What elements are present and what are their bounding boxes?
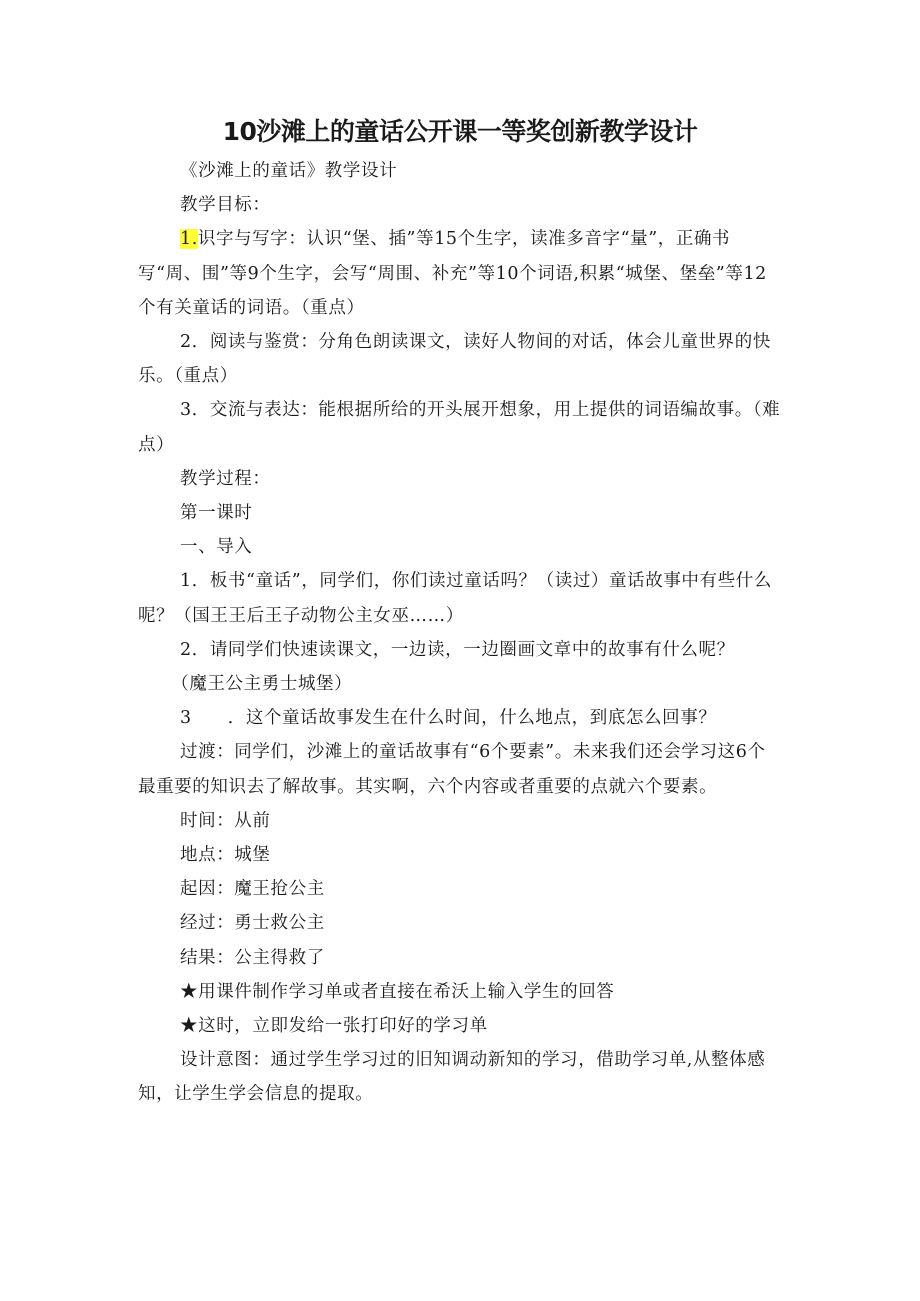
objective-3: 3．交流与表达：能根据所给的开头展开想象，用上提供的词语编故事。（难点） [138, 400, 781, 455]
objective-1-text: 识字与写字：认识“堡、插”等15个生字，读准多音字“量”，正确书写“周、围”等9个生字，会写“周围、补充”等10个词语,积累“城堡、堡垒”等12个有关童话的词语。（重点） [138, 229, 767, 318]
lesson-1-heading: 第一课时 [180, 503, 253, 524]
step-3-number: 3 [180, 708, 192, 729]
process-heading: 教学过程： [180, 468, 271, 489]
objective-1-number-highlight: 1. [180, 229, 198, 250]
design-intent: 设计意图：通过学生学习过的旧知调动新知的学习，借助学习单,从整体感知，让学生学会信息的提取。 [138, 1050, 766, 1105]
element-result: 结果：公主得救了 [180, 947, 325, 968]
step-1: 1．板书“童话”，同学们，你们读过童话吗？（读过）童话故事中有些什么呢？（国王王后王子动物公主女巫……） [138, 571, 772, 626]
element-place: 地点：城堡 [180, 845, 271, 866]
element-time: 时间：从前 [180, 810, 271, 831]
element-process: 经过：勇士救公主 [180, 913, 325, 934]
objectives-heading: 教学目标： [180, 195, 271, 216]
element-cause: 起因：魔王抢公主 [180, 879, 325, 900]
step-2: 2．请同学们快速读课文，一边读，一边圈画文章中的故事有什么呢？ [180, 639, 735, 660]
step-2-answer: （魔王公主勇士城堡） [171, 674, 353, 695]
objective-2: 2．阅读与鉴赏：分角色朗读课文，读好人物间的对话，体会儿童世界的快乐。（重点） [138, 332, 771, 387]
step-3 [138, 701, 783, 735]
star-note-2: ★这时，立即发给一张打印好的学习单 [180, 1016, 488, 1037]
step-3-text: ．这个童话故事发生在什么时间，什么地点，到底怎么回事？ [227, 708, 717, 729]
document-title: 10沙滩上的童话公开课一等奖创新教学设计 [222, 117, 698, 146]
objective-1 [138, 222, 783, 325]
document-body [138, 154, 783, 1112]
section-1-heading: 一、导入 [180, 537, 253, 558]
transition-paragraph: 过渡：同学们，沙滩上的童话故事有“6个要素”。未来我们还会学习这6个最重要的知识去了解故事。其实啊，六个内容或者重要的点就六个要素。 [138, 742, 766, 797]
document-subtitle: 《沙滩上的童话》教学设计 [180, 161, 398, 181]
star-note-1: ★用课件制作学习单或者直接在希沃上输入学生的回答 [180, 981, 615, 1002]
